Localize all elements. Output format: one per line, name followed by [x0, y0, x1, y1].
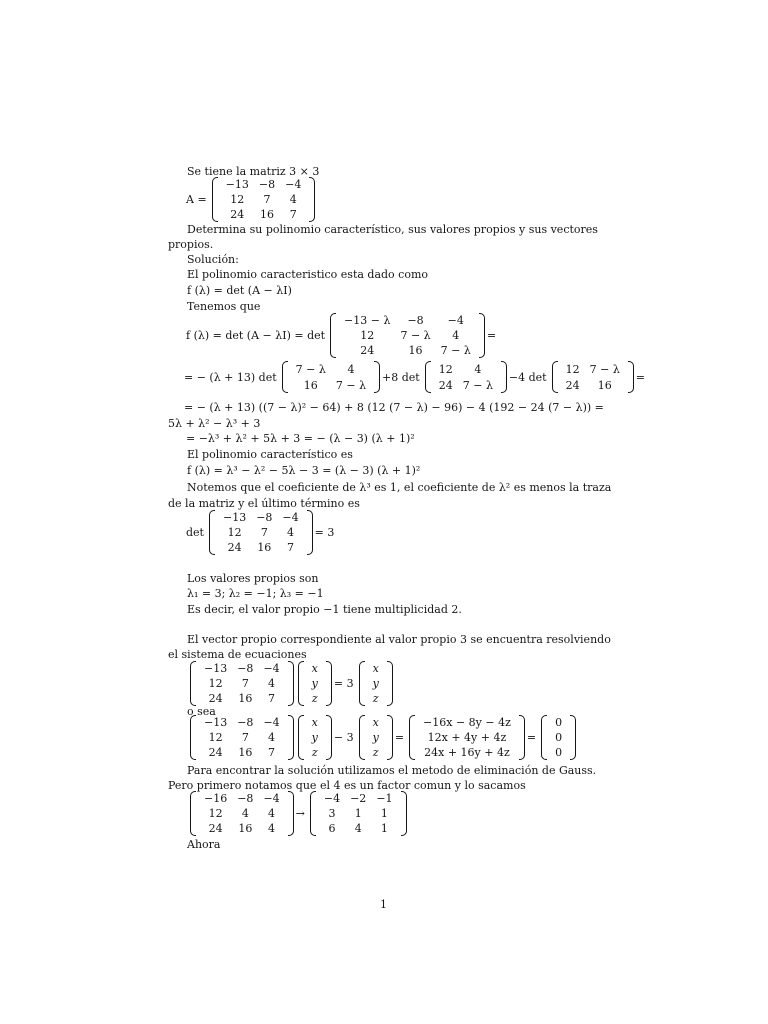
matrix-cell: x [311, 662, 318, 675]
matrix-cell: 4 [268, 807, 276, 820]
matrix-cell: 24 [230, 208, 245, 221]
matrix-row [434, 377, 498, 393]
matrix-cell: 24 [227, 541, 242, 554]
expansion-polynomial: 5λ + λ² − λ³ + 3 [168, 417, 261, 430]
vector-xyz [298, 715, 332, 760]
matrix-cell: −4 [285, 178, 302, 191]
matrix-cell: 7 − λ [335, 378, 367, 392]
matrix-a-system [190, 715, 294, 760]
matrix-cell: −4 [323, 792, 341, 805]
matrix-row [307, 676, 323, 691]
multiplicidad-text: Es decir, el valor propio −1 tiene multiplicidad 2. [187, 603, 462, 616]
equals-sign: = [526, 731, 537, 744]
matrix-cell: 1 [380, 807, 388, 820]
matrix-cell: 16 [238, 822, 253, 835]
matrix-row [550, 715, 567, 730]
matrix-cell: x [372, 662, 379, 675]
matrix-row [319, 806, 398, 821]
matrix-cell: 7 [289, 208, 297, 221]
matrix-cell: 4 [452, 329, 460, 342]
matrix-cell: y [311, 677, 318, 690]
matrix-cell: −2 [350, 792, 367, 805]
matrix-cell: 24x + 16y + 4z [424, 746, 510, 759]
matrix-cell: 7 − λ [589, 362, 620, 376]
matrix-a-definition [186, 177, 317, 222]
matrix-cell: 1 [380, 822, 388, 835]
matrix-table [368, 661, 384, 706]
solucion-heading: Solución: [187, 253, 239, 266]
matrix-cell: 4 [289, 193, 297, 206]
vector-xyz [298, 661, 332, 706]
matrix-row [221, 207, 307, 222]
vector-line-2: el sistema de ecuaciones [168, 648, 307, 661]
matrix-cell: 0 [555, 746, 563, 759]
matrix-row [418, 730, 516, 745]
matrix-cell: 7 − λ [295, 362, 326, 376]
matrix-cell: −13 [225, 178, 249, 191]
matrix-cell: 16 [238, 746, 253, 759]
eigen-system-2 [188, 715, 578, 760]
valores-son-text: Los valores propios son [187, 572, 319, 585]
f-equals-det: f (λ) = det (A − λI) = det [186, 329, 326, 342]
intro-text: Se tiene la matriz 3 × 3 [187, 165, 320, 178]
matrix-cell: −13 [204, 662, 228, 675]
matrix-cell: z [372, 746, 379, 759]
matrix-cell: 12 [208, 731, 223, 744]
matrix-table [434, 361, 498, 393]
para-line-2: Pero primero notamos que el 4 es un factor comun y lo sacamos [168, 779, 526, 792]
matrix-table [199, 715, 285, 760]
matrix-cell: −8 [258, 178, 276, 191]
matrix-cell: 12 [208, 677, 223, 690]
o-sea-text: o sea [187, 705, 216, 718]
matrix-cell: 3 [328, 807, 336, 820]
matrix-row [319, 791, 398, 806]
matrix-row [434, 361, 498, 377]
matrix-cell: −13 [222, 511, 247, 524]
matrix-cell: 16 [303, 378, 318, 392]
matrix-cell: −16x − 8y − 4z [423, 716, 511, 729]
matrix-row [307, 745, 323, 760]
matrix-table [218, 510, 304, 555]
matrix-cell: 1 [354, 807, 362, 820]
matrix-cell: y [372, 731, 379, 744]
matrix-a-minus-3 [190, 791, 294, 836]
eigenvalues-list: λ₁ = 3; λ₂ = −1; λ₃ = −1 [187, 587, 324, 600]
matrix-table [221, 177, 307, 222]
matrix-cell: −16 [204, 792, 228, 805]
matrix-cell: 7 − λ [462, 378, 493, 392]
matrix-cell: 24 [208, 746, 223, 759]
matrix-cell: −4 [263, 792, 280, 805]
minor-matrix-2 [425, 361, 507, 393]
matrix-row [339, 313, 476, 328]
matrix-row [199, 661, 285, 676]
matrix-cell: 12 [227, 526, 242, 539]
det-a-line [186, 510, 337, 555]
vector-line-1: El vector propio correspondiente al valor propio 3 se encuentra resolviendo [187, 633, 611, 646]
matrix-cell: 12 [360, 329, 375, 342]
matrix-cell: −4 [282, 511, 299, 524]
matrix-table [291, 361, 371, 393]
matrix-cell: 7 [287, 541, 295, 554]
matrix-cell: 4 [241, 807, 249, 820]
matrix-cell: −8 [237, 716, 254, 729]
matrix-table [319, 791, 398, 836]
vector-zeros [541, 715, 576, 760]
minus-three: − 3 [333, 731, 354, 744]
matrix-a-system [190, 661, 294, 706]
matrix-cell: 24 [438, 378, 453, 392]
vector-xyz [359, 661, 393, 706]
polinomio-es-text: El polinomio característico es [187, 448, 353, 461]
matrix-cell: 4 [347, 362, 355, 376]
matrix-cell: 12 [230, 193, 245, 206]
determine-line-2: propios. [168, 238, 214, 251]
matrix-cell: 0 [555, 716, 563, 729]
f-final-expression: f (λ) = λ³ − λ² − 5λ − 3 = (λ − 3) (λ + 1)² [187, 464, 421, 477]
matrix-cell: 7 [241, 677, 249, 690]
cofactor-term-3: −4 det [508, 370, 547, 384]
matrix-a-minus-lambda [330, 313, 485, 358]
matrix-cell: 12 [438, 362, 453, 376]
matrix-row [291, 377, 371, 393]
polinomio-dado-text: El polinomio caracteristico esta dado como [187, 268, 429, 281]
matrix-row [418, 715, 516, 730]
matrix-cell: 0 [555, 731, 563, 744]
notemos-line-2: de la matriz y el último término es [168, 497, 360, 510]
cofactor-term-1: = − (λ + 13) det [184, 370, 277, 384]
matrix-cell: z [311, 746, 318, 759]
expansion-result-line: = − (λ + 13) ((7 − λ)² − 64) + 8 (12 (7 − λ) − 96) − 4 (192 − 24 (7 − λ)) = [184, 401, 604, 414]
ahora-text: Ahora [187, 838, 221, 851]
matrix-row [199, 691, 285, 706]
gauss-reduction [188, 791, 409, 836]
eigen-system-1 [188, 661, 395, 706]
arrow-icon: → [295, 807, 305, 820]
matrix-table [307, 715, 323, 760]
matrix-cell: 7 [268, 746, 276, 759]
cofactor-term-2: +8 det [382, 370, 420, 384]
matrix-row [218, 540, 304, 555]
matrix-row [561, 377, 625, 393]
matrix-row [307, 730, 323, 745]
matrix-cell: 7 [260, 526, 268, 539]
vector-rhs [409, 715, 525, 760]
matrix-cell: −8 [407, 314, 424, 327]
equals-sign: = [394, 731, 405, 744]
matrix-row [307, 715, 323, 730]
matrix-table [199, 791, 285, 836]
matrix-cell: 6 [328, 822, 336, 835]
matrix-cell: y [311, 731, 318, 744]
matrix-row [339, 343, 476, 358]
matrix-cell: 7 − λ [440, 344, 471, 357]
equals-sign: = [635, 370, 646, 384]
equals-three: = 3 [333, 677, 354, 690]
notemos-line-1: Notemos que el coeficiente de λ³ es 1, el coeficiente de λ² es menos la traza [187, 481, 612, 494]
matrix-table [418, 715, 516, 760]
matrix-cell: 12 [565, 362, 580, 376]
minor-matrix-1 [282, 361, 380, 393]
tenemos-text: Tenemos que [187, 300, 261, 313]
matrix-row [368, 691, 384, 706]
f-definition: f (λ) = det (A − λI) [187, 284, 292, 297]
matrix-row [368, 730, 384, 745]
matrix-cell: 24 [565, 378, 580, 392]
det-result: = 3 [314, 526, 335, 539]
matrix-row [307, 661, 323, 676]
matrix-cell: 4 [268, 731, 276, 744]
matrix-cell: z [311, 692, 318, 705]
matrix-a-det [209, 510, 313, 555]
matrix-row [199, 791, 285, 806]
matrix-row [339, 328, 476, 343]
determinant-expansion [186, 313, 499, 358]
matrix-cell: 24 [208, 692, 223, 705]
vector-xyz [359, 715, 393, 760]
determine-line-1: Determina su polinomio característico, sus valores propios y sus vectores [187, 223, 598, 236]
minor-matrix-3 [552, 361, 634, 393]
matrix-cell: −8 [256, 511, 273, 524]
matrix-row [221, 177, 307, 192]
matrix-cell: 24 [208, 822, 223, 835]
matrix-cell: 16 [238, 692, 253, 705]
matrix-cell: −4 [447, 314, 464, 327]
matrix-row [368, 676, 384, 691]
matrix-reduced [310, 791, 407, 836]
expansion-factored: = −λ³ + λ² + 5λ + 3 = − (λ − 3) (λ + 1)² [186, 432, 415, 445]
matrix-row [368, 745, 384, 760]
matrix-cell: −8 [237, 792, 254, 805]
matrix-cell: 12x + 4y + 4z [427, 731, 507, 744]
matrix-cell: 7 [268, 692, 276, 705]
matrix-row [218, 510, 304, 525]
a-equals-label: A = [186, 193, 207, 206]
matrix-row [199, 676, 285, 691]
matrix-row [199, 821, 285, 836]
matrix-row [307, 691, 323, 706]
matrix-a [212, 177, 316, 222]
det-label: det [186, 526, 204, 539]
matrix-cell: 16 [597, 378, 612, 392]
matrix-row [319, 821, 398, 836]
matrix-row [199, 806, 285, 821]
matrix-row [218, 525, 304, 540]
matrix-cell: 4 [268, 822, 276, 835]
matrix-cell: −4 [263, 662, 280, 675]
cofactor-expansion-line [184, 361, 648, 393]
matrix-row [550, 745, 567, 760]
matrix-cell: 16 [260, 208, 274, 221]
matrix-cell: 24 [360, 344, 375, 357]
matrix-row [368, 715, 384, 730]
matrix-row [221, 192, 307, 207]
matrix-table [368, 715, 384, 760]
matrix-table [199, 661, 285, 706]
matrix-cell: −13 [204, 716, 228, 729]
matrix-row [199, 745, 285, 760]
matrix-cell: y [372, 677, 379, 690]
matrix-row [199, 730, 285, 745]
matrix-cell: 16 [408, 344, 423, 357]
equals-sign: = [486, 329, 497, 342]
matrix-cell: 7 [263, 193, 271, 206]
matrix-cell: z [372, 692, 379, 705]
matrix-cell: 4 [268, 677, 276, 690]
matrix-cell: 7 [241, 731, 249, 744]
matrix-row [368, 661, 384, 676]
matrix-cell: 16 [257, 541, 272, 554]
matrix-cell: −4 [263, 716, 280, 729]
matrix-cell: −8 [237, 662, 254, 675]
matrix-row [418, 745, 516, 760]
matrix-row [561, 361, 625, 377]
matrix-cell: x [372, 716, 379, 729]
matrix-cell: 4 [287, 526, 295, 539]
matrix-row [550, 730, 567, 745]
matrix-cell: 7 − λ [400, 329, 431, 342]
matrix-table [307, 661, 323, 706]
matrix-table [339, 313, 476, 358]
matrix-cell: x [311, 716, 318, 729]
matrix-cell: 4 [474, 362, 482, 376]
matrix-cell: −13 − λ [344, 314, 391, 327]
matrix-row [291, 361, 371, 377]
matrix-row [199, 715, 285, 730]
para-line-1: Para encontrar la solución utilizamos el metodo de eliminación de Gauss. [187, 764, 597, 777]
page-number: 1 [380, 898, 387, 911]
matrix-table [561, 361, 625, 393]
matrix-table [550, 715, 567, 760]
matrix-cell: 4 [354, 822, 362, 835]
matrix-cell: 12 [208, 807, 223, 820]
matrix-cell: −1 [376, 792, 393, 805]
